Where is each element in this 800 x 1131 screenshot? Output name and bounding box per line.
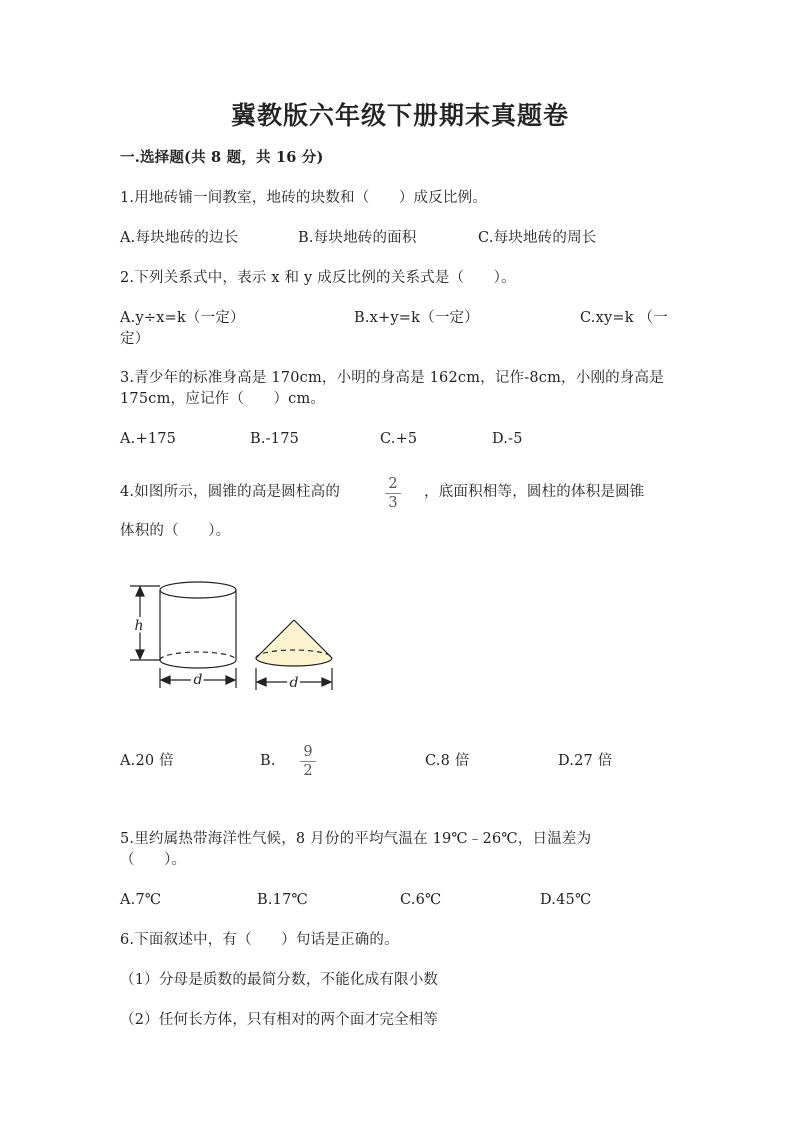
question-4-option-d: D.27 倍 [558,753,613,769]
cone-diameter-label: d [289,675,299,691]
fraction-numerator: 2 [388,476,398,492]
question-2-option-c-wrap: 定） [120,331,150,347]
question-5-stem-line-2: （ ）。 [120,852,187,868]
fraction-denominator: 2 [303,763,313,779]
question-2-option-b: B.x+y=k（一定） [354,310,479,326]
page-title: 冀教版六年级下册期末真题卷 [230,101,569,130]
question-4-fraction [383,476,403,511]
cylinder-shape [160,582,236,668]
fraction-bar [385,493,401,494]
question-5-stem-line-1: 5.里约属热带海洋性气候，8 月份的平均气温在 19℃﹣26℃，日温差为 [120,831,592,847]
question-3-stem-line-1: 3.青少年的标准身高是 170cm，小明的身高是 162cm，记作-8cm，小刚的身高是 [120,370,664,386]
cone-shape [256,620,332,666]
question-6-stem: 6.下面叙述中，有（ ）句话是正确的。 [120,932,399,948]
question-1-option-a: A.每块地砖的边长 [120,230,239,246]
question-2-option-c: C.xy=k （一 [580,310,668,326]
question-5-option-d: D.45℃ [540,892,592,908]
question-1-stem: 1.用地砖铺一间教室，地砖的块数和（ ）成反比例。 [120,190,488,206]
fraction-denominator: 3 [388,495,398,511]
question-5-option-c: C.6℃ [400,892,442,908]
question-1-option-c: C.每块地砖的周长 [478,230,597,246]
cylinder-diameter-label: d [193,672,203,688]
question-3-option-b: B.-175 [250,431,300,447]
question-4-stem-before: 4.如图所示，圆锥的高是圆柱高的 [120,484,341,500]
question-3-option-d: D.-5 [492,431,523,447]
question-2-option-a: A.y÷x=k（一定） [120,310,245,326]
question-4-stem-after: ，底面积相等，圆柱的体积是圆锥 [424,484,645,500]
question-6-statement-2: （2）任何长方体，只有相对的两个面才完全相等 [120,1012,439,1028]
question-3-option-c: C.+5 [380,431,418,447]
question-4-option-a: A.20 倍 [120,753,174,769]
fraction-bar [300,761,316,762]
question-5-option-b: B.17℃ [257,892,308,908]
question-3-stem-line-2: 175cm，应记作（ ）cm。 [120,391,326,407]
section-heading: 一.选择题(共 8 题，共 16 分) [120,149,324,166]
cylinder-cone-figure [118,570,348,700]
question-6-statement-1: （1）分母是质数的最简分数，不能化成有限小数 [120,972,439,988]
question-4-option-b: B. [260,753,276,769]
question-4-stem-line-2: 体积的（ ）。 [120,523,231,539]
question-3-option-a: A.+175 [120,431,177,447]
question-4-option-c: C.8 倍 [425,753,470,769]
height-label: h [134,618,144,634]
question-5-option-a: A.7℃ [120,892,162,908]
question-2-stem: 2.下列关系式中，表示 x 和 y 成反比例的关系式是（ ）。 [120,270,516,286]
fraction-numerator: 9 [303,744,313,760]
question-4-option-b-fraction [298,744,318,779]
question-1-option-b: B.每块地砖的面积 [298,230,417,246]
